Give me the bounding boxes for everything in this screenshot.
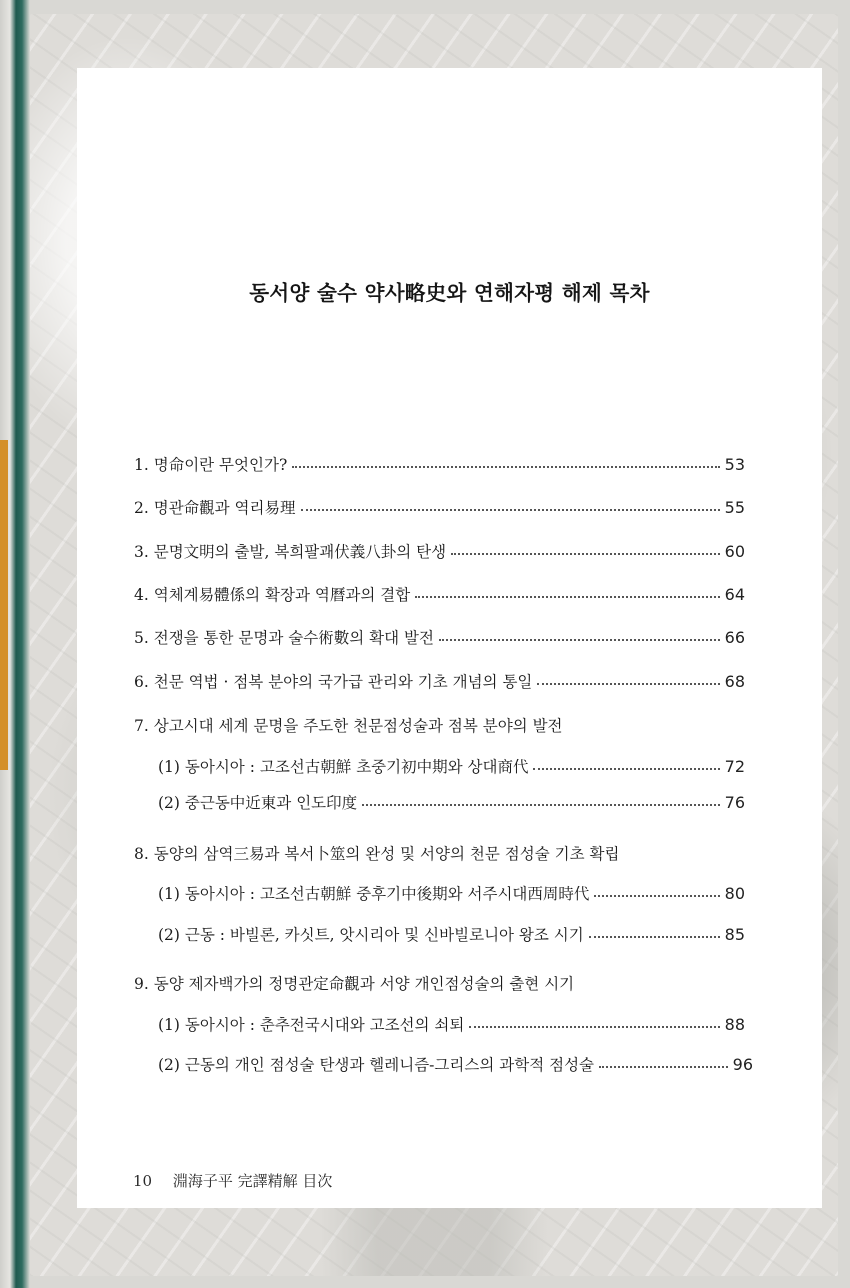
footer-book-title: 淵海子平 完譯精解 目次 [172, 1172, 333, 1190]
toc-subentry[interactable] [158, 791, 745, 813]
page-footer [133, 1170, 332, 1191]
footer-page-number: 10 [133, 1172, 153, 1190]
bookmark-tab [0, 440, 8, 770]
toc-page-number: 80 [724, 884, 745, 903]
toc-page-number: 88 [724, 1015, 745, 1034]
dot-leader [292, 466, 719, 468]
toc-page-number: 55 [724, 498, 745, 517]
toc-subentry[interactable] [158, 1053, 753, 1075]
toc-entry-label: 6. 천문 역법 · 점복 분야의 국가급 관리와 기초 개념의 통일 [134, 673, 533, 691]
toc-entry-label: 3. 문명文明의 출발, 복희팔괘伏義八卦의 탄생 [134, 543, 447, 561]
dot-leader [362, 804, 719, 806]
dot-leader [439, 639, 720, 641]
toc-subentry[interactable] [158, 882, 745, 904]
dot-leader [469, 1026, 719, 1028]
dot-leader [301, 509, 720, 511]
toc-page-number: 76 [724, 793, 745, 812]
toc-section-heading[interactable]: 7. 상고시대 세계 문명을 주도한 천문점성술과 점복 분야의 발전 [134, 717, 563, 735]
dot-leader [533, 768, 719, 770]
dot-leader [537, 683, 719, 685]
toc-section-heading[interactable]: 9. 동양 제자백가의 정명관定命觀과 서양 개인점성술의 출현 시기 [134, 975, 575, 993]
dot-leader [589, 936, 720, 938]
toc-entry-label: 5. 전쟁을 통한 문명과 술수術數의 확대 발전 [134, 629, 434, 647]
dot-leader [599, 1066, 728, 1068]
toc-subentry[interactable] [158, 755, 745, 777]
dot-leader [451, 553, 720, 555]
toc-page-number: 85 [724, 925, 745, 944]
toc-page-number: 53 [724, 455, 745, 474]
toc-subentry-label: (2) 근동 : 바빌론, 카싯트, 앗시리아 및 신바빌로니아 왕조 시기 [158, 926, 584, 944]
toc-entry[interactable] [134, 453, 745, 475]
toc-entry[interactable] [134, 583, 745, 605]
toc-entry-label: 1. 명命이란 무엇인가? [134, 456, 288, 474]
toc-subentry[interactable] [158, 1013, 745, 1035]
toc-page-number: 64 [724, 585, 745, 604]
toc-entry[interactable] [134, 496, 745, 518]
book-page [77, 68, 822, 1208]
dot-leader [415, 596, 719, 598]
toc-page-number: 96 [732, 1055, 753, 1074]
toc-subentry[interactable] [158, 923, 745, 945]
toc-entry[interactable] [134, 670, 745, 692]
toc-subentry-label: (1) 동아시아 : 고조선古朝鮮 초중기初中期와 상대商代 [158, 758, 529, 776]
toc-subentry-label: (1) 동아시아 : 고조선古朝鮮 중후기中後期와 서주시대西周時代 [158, 885, 590, 903]
toc-entry-label: 2. 명관命觀과 역리易理 [134, 499, 296, 517]
toc-section-heading[interactable]: 8. 동양의 삼역三易과 복서卜筮의 완성 및 서양의 천문 점성술 기초 확립 [134, 845, 620, 863]
toc-page-number: 68 [724, 672, 745, 691]
toc-page-number: 72 [724, 757, 745, 776]
toc-subentry-label: (1) 동아시아 : 춘추전국시대와 고조선의 쇠퇴 [158, 1016, 465, 1034]
toc-page-number: 60 [724, 542, 745, 561]
toc-entry[interactable] [134, 540, 745, 562]
toc-entry-label: 4. 역체계易體係의 확장과 역曆과의 결합 [134, 586, 411, 604]
dot-leader [594, 895, 719, 897]
toc-page-number: 66 [724, 628, 745, 647]
toc-subentry-label: (2) 중근동中近東과 인도印度 [158, 794, 358, 812]
page-title: 동서양 술수 약사略史와 연해자평 해제 목차 [249, 281, 650, 305]
toc-subentry-label: (2) 근동의 개인 점성술 탄생과 헬레니즘-그리스의 과학적 점성술 [158, 1056, 595, 1074]
toc-entry[interactable] [134, 626, 745, 648]
